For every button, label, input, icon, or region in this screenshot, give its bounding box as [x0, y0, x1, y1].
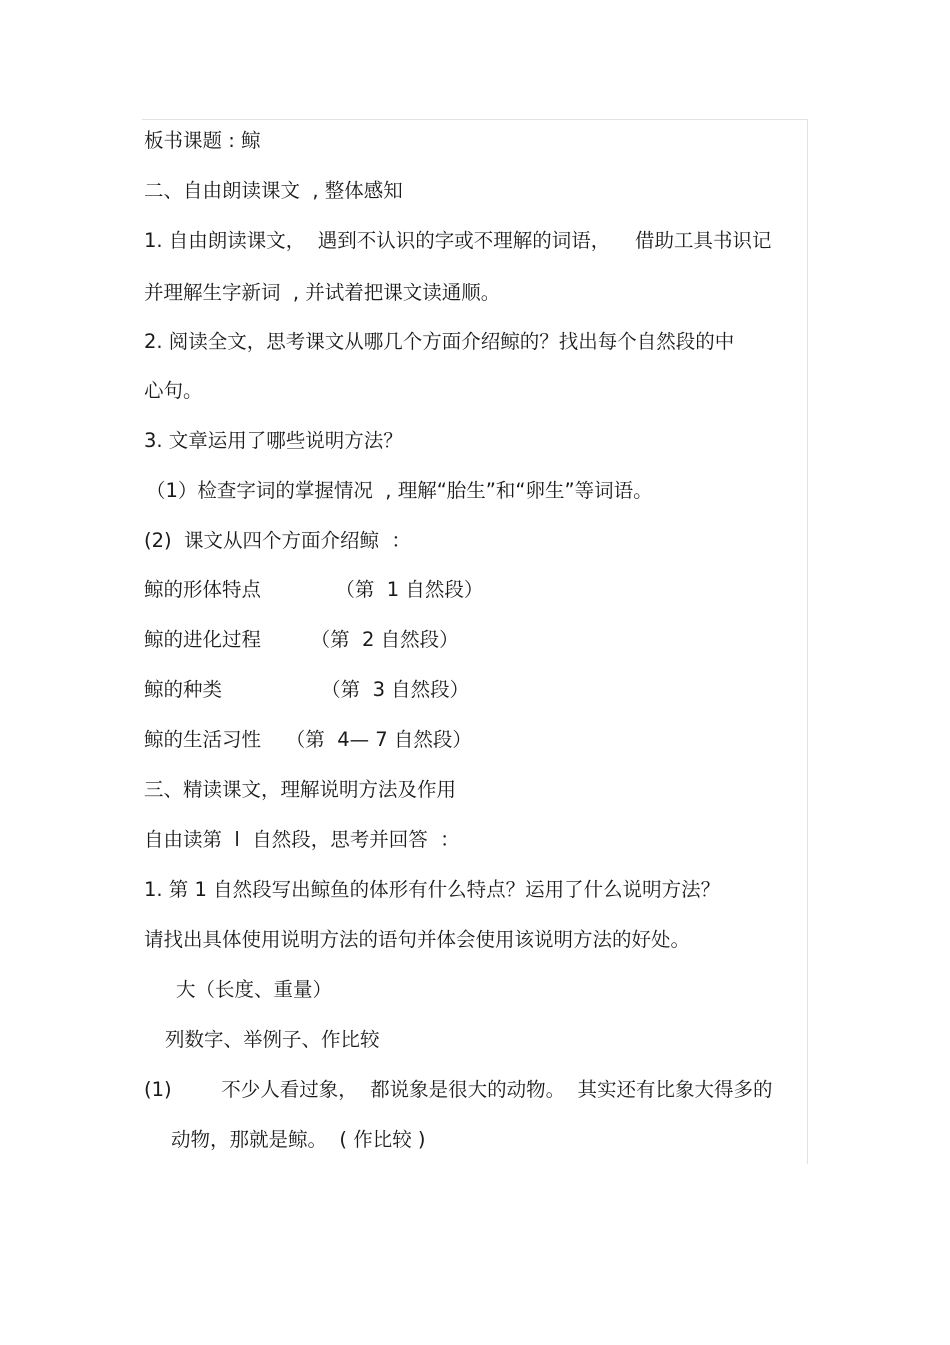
task-1: 1. 自由朗读课文， 遇到不认识的字或不理解的词语， 借助工具书识记 [144, 229, 772, 252]
section-heading-3: 三、精读课文，理解说明方法及作用 [144, 778, 457, 801]
methods-list: 列数字、举例子、作比较 [165, 1028, 380, 1051]
aspect-habits: 鲸的生活习性 （第 4— 7 自然段） [144, 728, 472, 751]
example-1: (1) 不少人看过象， 都说象是很大的动物。 其实还有比象大得多的 [144, 1078, 773, 1101]
task-3: 3. 文章运用了哪些说明方法？ [144, 429, 403, 452]
feature-big: 大（长度、重量） [176, 978, 333, 1001]
task-2: 2. 阅读全文，思考课文从哪几个方面介绍鲸的？找出每个自然段的中 [144, 330, 735, 353]
task-2-cont: 心句。 [144, 379, 203, 402]
section-heading-2: 二、自由朗读课文 , 整体感知 [144, 179, 403, 202]
aspect-species: 鲸的种类 （第 3 自然段） [144, 678, 470, 701]
step-2: (2) 课文从四个方面介绍鲸 ： [144, 529, 411, 552]
step-1: （1）检查字词的掌握情况 , 理解“胎生”和“卵生”等词语。 [146, 479, 653, 502]
aspect-evolution: 鲸的进化过程 （第 2 自然段） [144, 628, 459, 651]
example-1-cont: 动物，那就是鲸。 ( 作比较 ) [171, 1128, 426, 1151]
question-1-cont: 请找出具体使用说明方法的语句并体会使用该说明方法的好处。 [144, 928, 691, 951]
task-1-cont: 并理解生字新词 , 并试着把课文读通顺。 [144, 281, 501, 304]
question-1: 1. 第 1 自然段写出鲸鱼的体形有什么特点？运用了什么说明方法？ [144, 878, 721, 901]
reading-instruction: 自由读第 l 自然段，思考并回答 ： [144, 828, 460, 851]
aspect-shape: 鲸的形体特点 （第 1 自然段） [144, 578, 484, 601]
board-title: 板书课题 : 鲸 [144, 129, 261, 152]
